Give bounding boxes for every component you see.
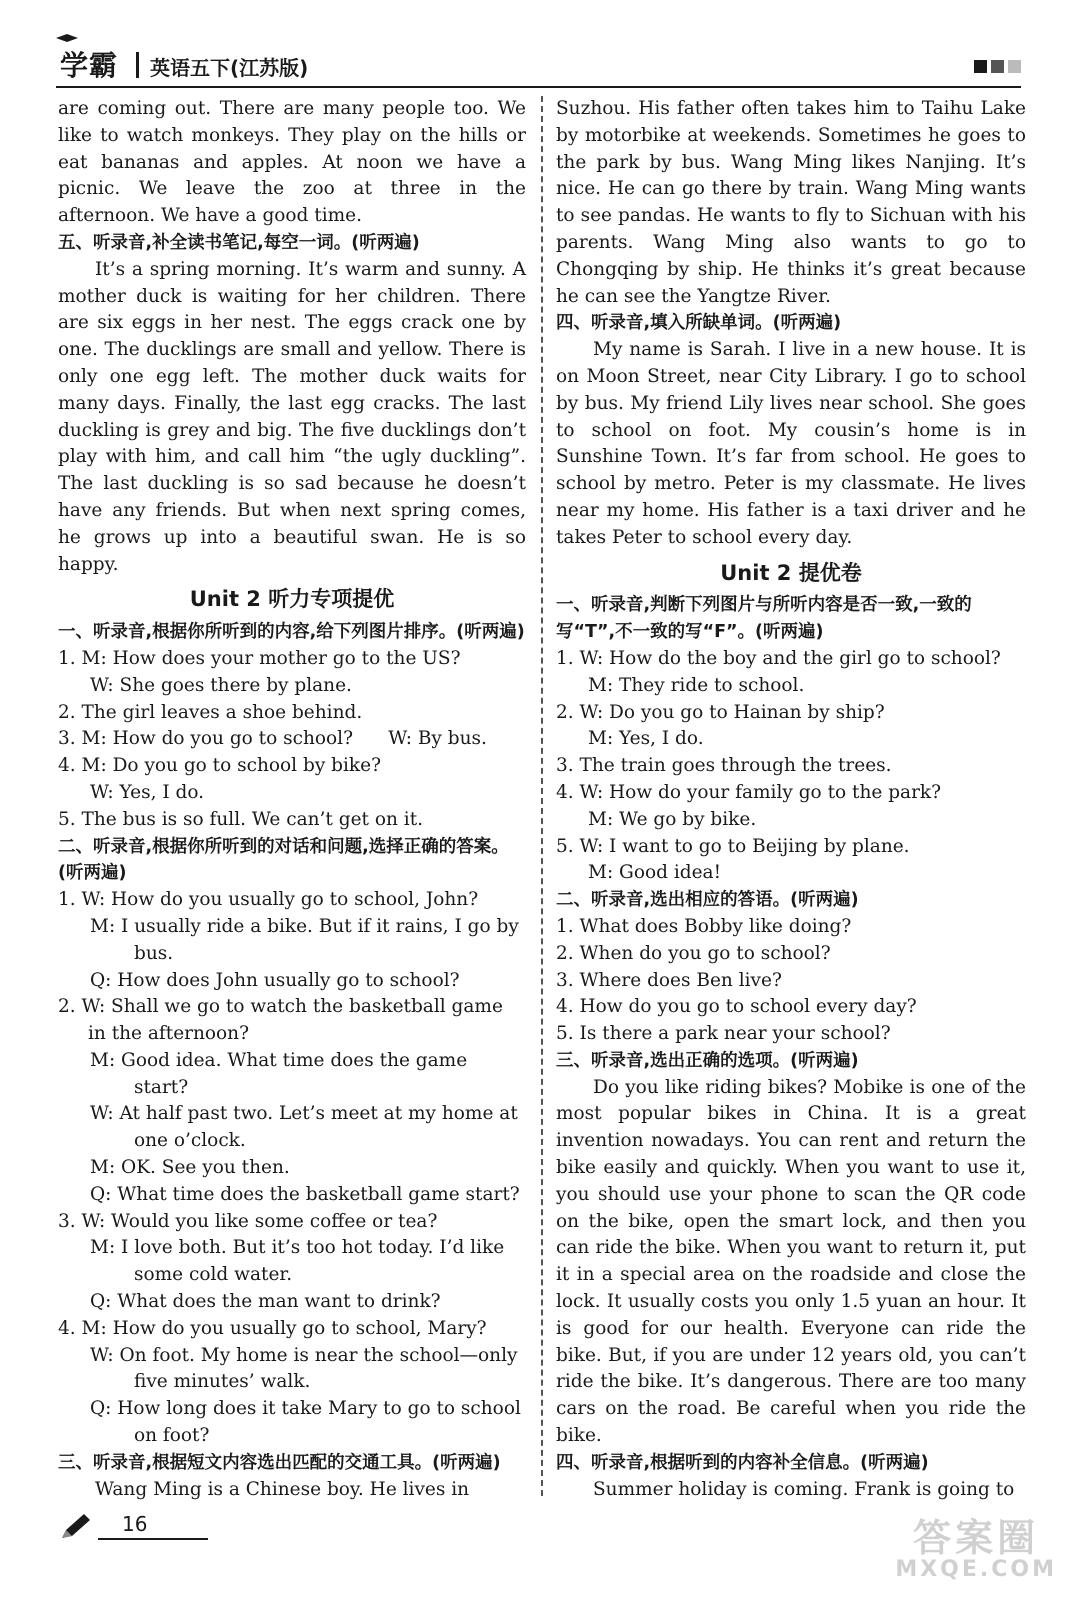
right-column <box>556 96 1026 1503</box>
list-item: M: Good idea. What time does the game start? <box>90 1049 468 1098</box>
test-3-text: Do you like riding bikes? Mobike is one of the most popular bikes in China. It is a great invention nowadays. You can rent and return the bike easily and quickly. When you want to use it, you should use your phone to scan the QR code on the bike, open the smart lock, and then you can ride the bike. When you want to return it, put it in a special area on the roadside and close the lock. It usually costs you only 1.5 yuan an hour. It is good for our health. Everyone can ride the bike. But, if you are under 12 years old, you can’t ride the bike. It’s dangerous. There are too many cars on the road. Be careful when you ride the bike. <box>556 1076 1026 1447</box>
unit-title-listening: Unit 2 听力专项提优 <box>189 587 395 612</box>
list-item: 4. M: Do you go to school by bike? <box>58 755 381 777</box>
page-number: 16 <box>122 1512 148 1536</box>
list-item: M: Good idea! <box>588 862 722 884</box>
list-item: W: Yes, I do. <box>90 781 205 803</box>
list-item: 1. W: How do you usually go to school, John? <box>58 889 479 911</box>
continued-paragraph: Suzhou. His father often takes him to Taihu Lake by motorbike at weekends. Sometimes he goes to the park by bus. Wang Ming likes Nanjing. It’s nice. He can go there by train. Wang Ming wants to see pandas. He wants to fly to Sichuan with his parents. Wang Ming also wants to go to Chongqing by ship. He thinks it’s great because he can see the Yangtze River. <box>556 98 1026 307</box>
list-item: 3. W: Would you like some coffee or tea? <box>58 1210 438 1232</box>
watermark-line-2: MXQE.COM <box>895 1557 1057 1582</box>
exercise-4-title: 四、听录音,填入所缺单词。(听两遍) <box>556 313 842 334</box>
pencil-icon <box>58 1512 92 1542</box>
list-item: 2. The girl leaves a shoe behind. <box>58 701 363 723</box>
list-item: W: At half past two. Let’s meet at my home at one o’clock. <box>90 1103 518 1152</box>
header-squares <box>970 58 1021 77</box>
list-item: Q: What time does the basketball game start? <box>90 1183 520 1205</box>
section-5-text: It’s a spring morning. It’s warm and sunny. A mother duck is waiting for her children. There are six eggs in her nest. The eggs crack one by one. The ducklings are small and yellow. There is only one egg left. The mother duck waits for many days. Finally, the last egg cracks. The last duckling is grey and big. The five ducklings don’t play with him, and call him “the ugly duckling”. The last duckling is so sad because he doesn’t have any friends. But when next spring comes, he grows up into a beautiful swan. He is so happy. <box>58 258 526 575</box>
exercise-3-title: 三、听录音,根据短文内容选出匹配的交通工具。(听两遍) <box>58 1452 501 1473</box>
page-header <box>56 40 1021 86</box>
list-item: 3. M: How do you go to school? W: By bus. <box>58 728 487 750</box>
list-item: W: She goes there by plane. <box>90 674 352 696</box>
graduation-cap-icon <box>56 34 78 44</box>
header-rule <box>56 86 1021 88</box>
test-4-text: Summer holiday is coming. Frank is going to <box>593 1478 1015 1500</box>
list-item: M: We go by bike. <box>588 808 757 830</box>
list-item: 4. How do you go to school every day? <box>556 996 917 1018</box>
list-item: M: I usually ride a bike. But if it rains, I go by bus. <box>90 915 519 964</box>
list-item: 2. W: Do you go to Hainan by ship? <box>556 701 885 723</box>
list-item: 1. What does Bobby like doing? <box>556 915 852 937</box>
list-item: Q: How does John usually go to school? <box>90 969 460 991</box>
unit-title-test: Unit 2 提优卷 <box>720 560 862 585</box>
list-item: 5. W: I want to go to Beijing by plane. <box>556 835 910 857</box>
test-3-title: 三、听录音,选出正确的选项。(听两遍) <box>556 1050 859 1071</box>
watermark-line-1: 答案圈 <box>913 1516 1040 1560</box>
header-separator <box>136 52 139 78</box>
exercise-3-text: Wang Ming is a Chinese boy. He lives in <box>95 1478 470 1500</box>
list-item: 5. Is there a park near your school? <box>556 1023 891 1045</box>
page-footer <box>58 1508 168 1548</box>
column-divider <box>541 96 543 1496</box>
list-item: 2. When do you go to school? <box>556 942 831 964</box>
book-title: 英语五下(江苏版) <box>150 56 309 80</box>
intro-paragraph: are coming out. There are many people too. We like to watch monkeys. They play on the hills or eat bananas and apples. At noon we have a picnic. We leave the zoo at three in the afternoon. We have a good time. <box>58 98 526 227</box>
list-item: M: They ride to school. <box>588 674 805 696</box>
list-item: 1. M: How does your mother go to the US? <box>58 647 461 669</box>
test-4-title: 四、听录音,根据听到的内容补全信息。(听两遍) <box>556 1452 929 1473</box>
footer-rule <box>98 1538 208 1540</box>
test-1-title: 一、听录音,判断下列图片与所听内容是否一致,一致的写“T”,不一致的写“F”。(听两遍) <box>556 595 972 643</box>
list-item: 5. The bus is so full. We can’t get on it. <box>58 808 424 830</box>
left-column <box>58 96 526 1503</box>
watermark <box>895 1518 1057 1582</box>
list-item: 1. W: How do the boy and the girl go to school? <box>556 647 1001 669</box>
list-item: M: I love both. But it’s too hot today. I’d like some cold water. <box>90 1237 505 1286</box>
list-item: Q: What does the man want to drink? <box>90 1291 441 1313</box>
list-item: 2. W: Shall we go to watch the basketball game in the afternoon? <box>58 996 503 1045</box>
list-item: W: On foot. My home is near the school—only five minutes’ walk. <box>90 1344 518 1393</box>
brand-logo: 学霸 <box>60 49 119 82</box>
list-item: M: OK. See you then. <box>90 1157 290 1179</box>
exercise-1-title: 一、听录音,根据你所听到的内容,给下列图片排序。(听两遍) <box>58 622 525 643</box>
list-item: 4. M: How do you usually go to school, Mary? <box>58 1317 487 1339</box>
list-item: Q: How long does it take Mary to go to school on foot? <box>90 1398 521 1447</box>
test-2-title: 二、听录音,选出相应的答语。(听两遍) <box>556 890 859 911</box>
list-item: 4. W: How do your family go to the park? <box>556 781 942 803</box>
list-item: 3. The train goes through the trees. <box>556 755 892 777</box>
exercise-4-text: My name is Sarah. I live in a new house. It is on Moon Street, near City Library. I go to school by bus. My friend Lily lives near school. She goes to school on foot. My cousin’s home is in Sunshine Town. It’s far from school. He goes to school by metro. Peter is my classmate. He lives near my home. His father is a taxi driver and he takes Peter to school every day. <box>556 339 1026 548</box>
list-item: 3. Where does Ben live? <box>556 969 782 991</box>
exercise-2-title: 二、听录音,根据你所听到的对话和问题,选择正确的答案。(听两遍) <box>58 836 509 884</box>
list-item: M: Yes, I do. <box>588 728 704 750</box>
section-5-title: 五、听录音,补全读书笔记,每空一词。(听两遍) <box>58 232 420 253</box>
